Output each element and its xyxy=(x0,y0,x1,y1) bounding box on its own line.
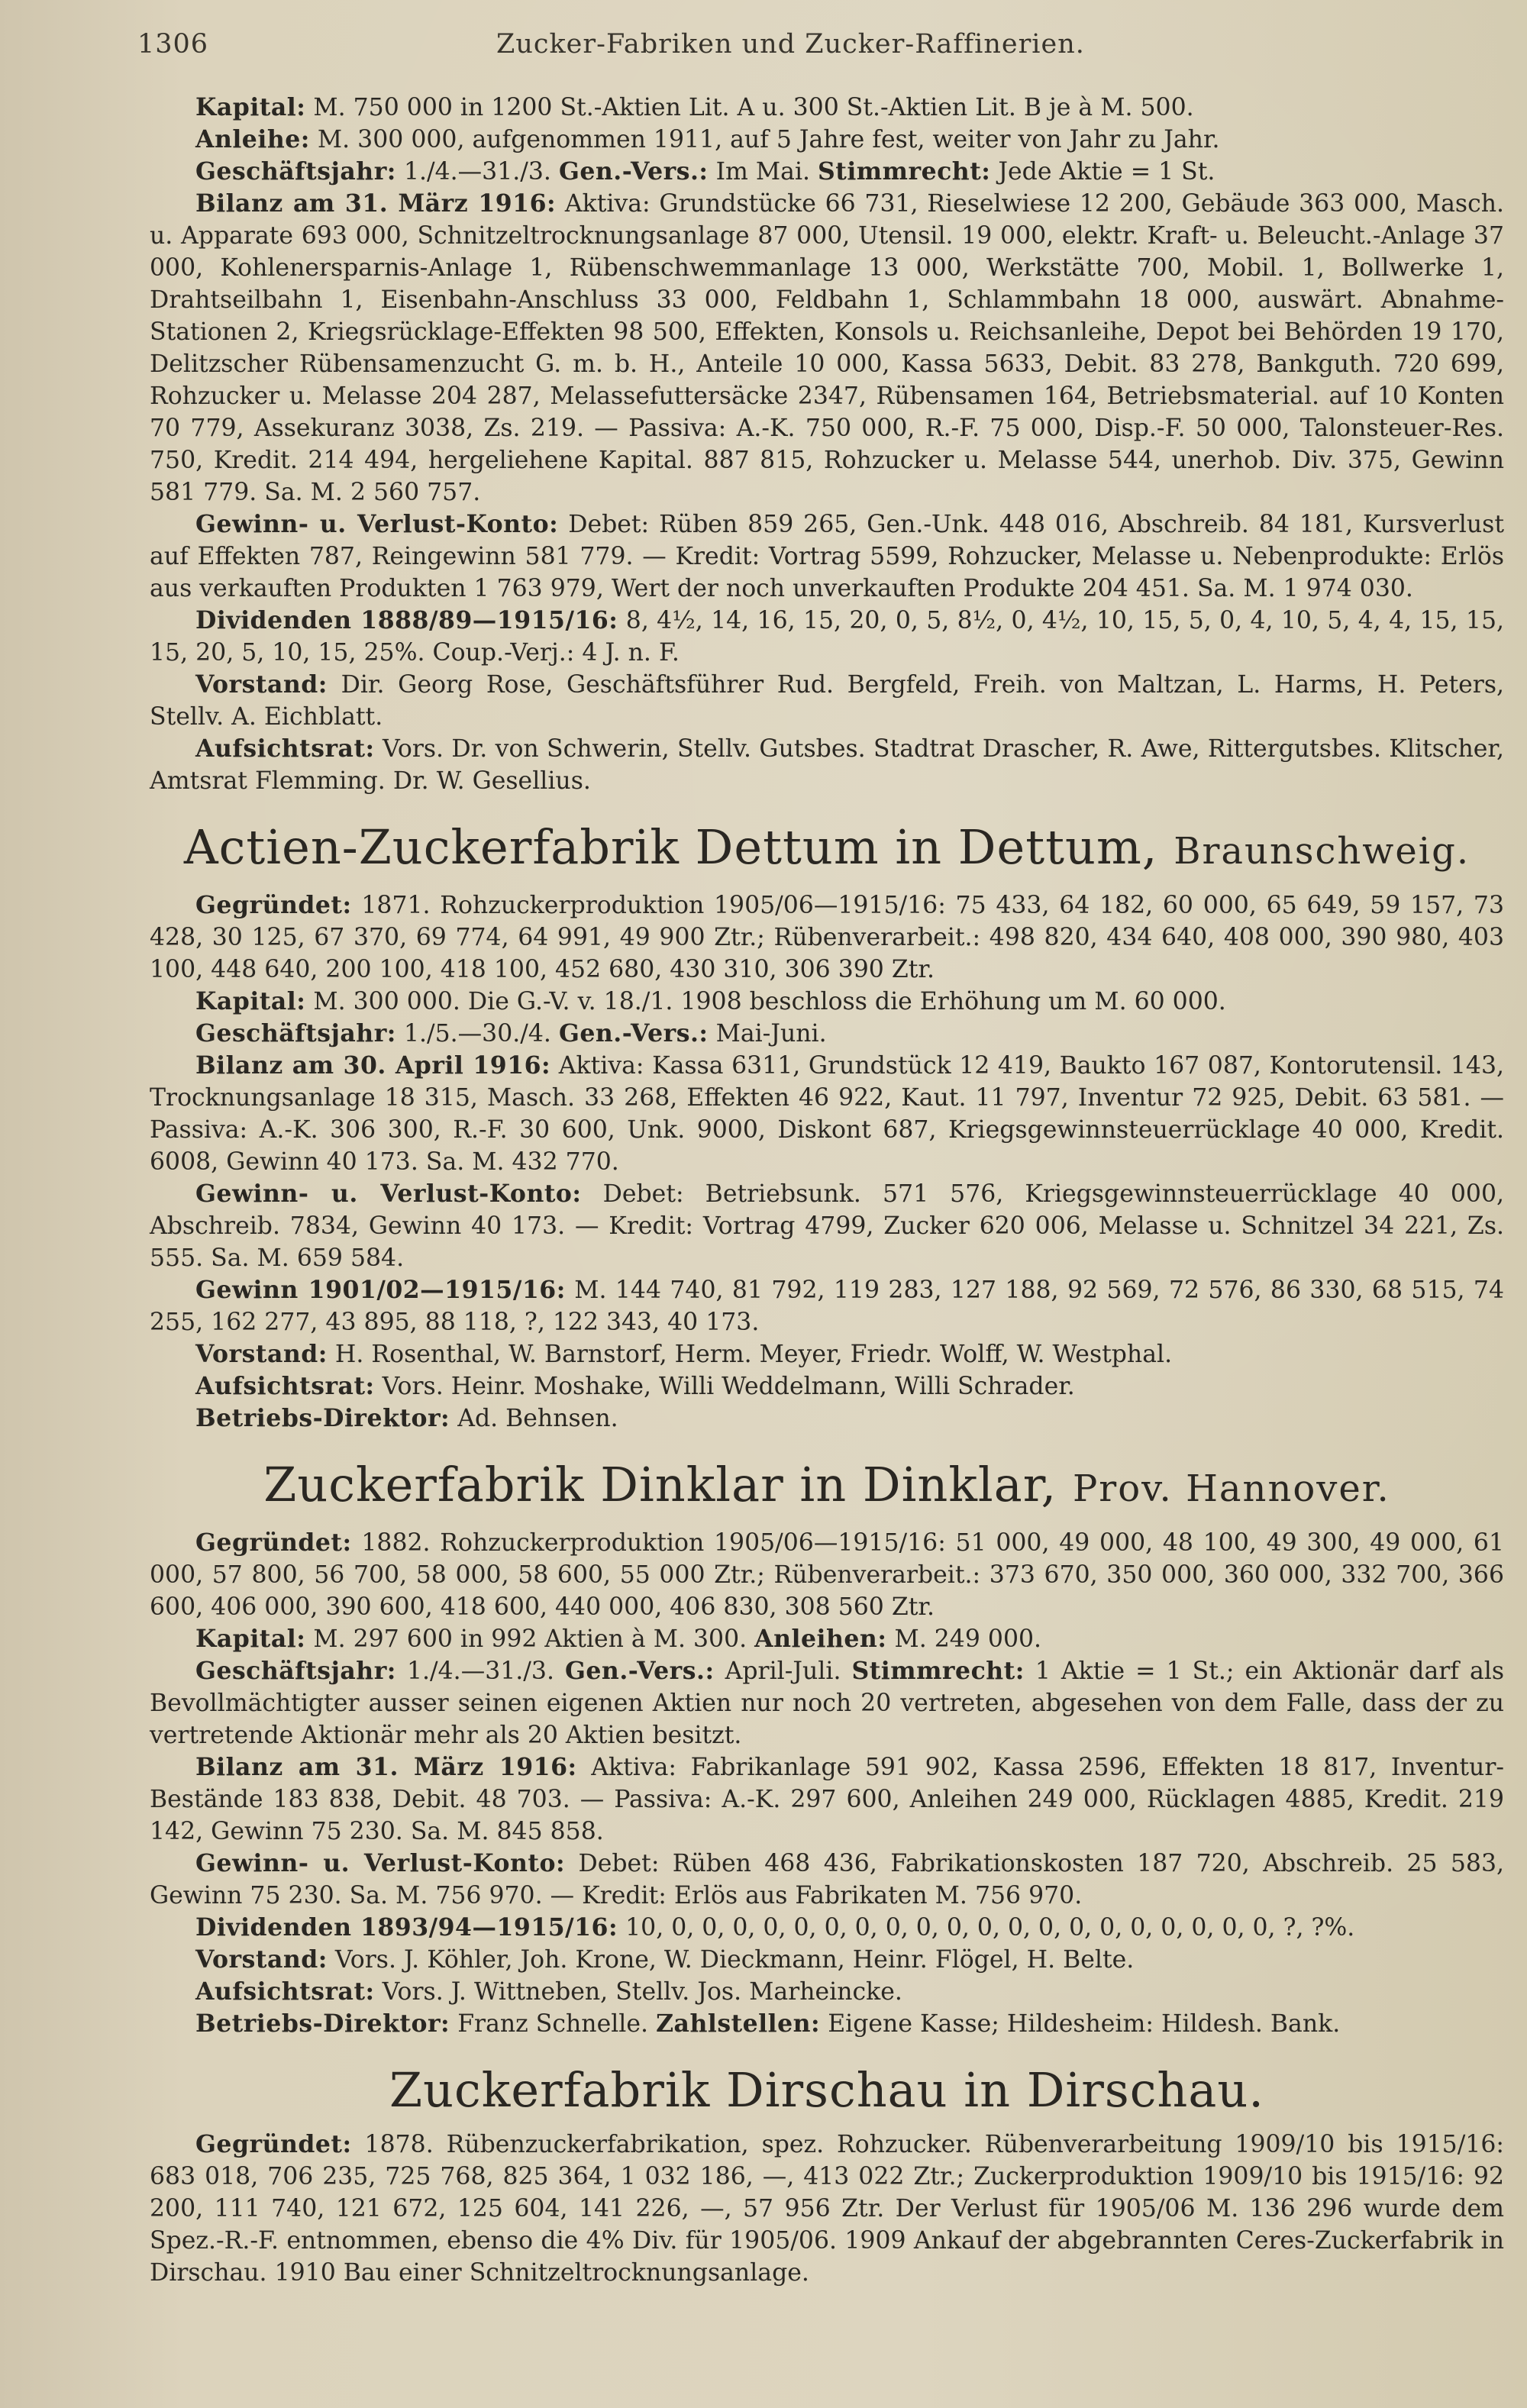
zahlstellen-text: Eigene Kasse; Hildesheim: Hildesh. Bank. xyxy=(828,2010,1341,2038)
geschaeftsjahr-text: 1./4.—31./3. xyxy=(403,158,551,186)
geschaeftsjahr-paragraph xyxy=(150,1655,1504,1751)
kapital-paragraph xyxy=(150,92,1504,124)
gegruendet-paragraph xyxy=(150,1527,1504,1623)
dinklar-title-text: Zuckerfabrik Dinklar in Dinklar, xyxy=(263,1457,1057,1512)
geschaeftsjahr-paragraph xyxy=(150,156,1504,188)
vorstand-paragraph xyxy=(150,1338,1504,1370)
bilanz-label: Bilanz am 31. März 1916: xyxy=(195,1753,577,1781)
stimmrecht-label: Stimmrecht: xyxy=(851,1657,1025,1685)
geschaeftsjahr-text: 1./5.—30./4. xyxy=(403,1020,551,1047)
stimmrecht-text: Jede Aktie = 1 St. xyxy=(998,158,1215,186)
aufsichtsrat-paragraph xyxy=(150,1370,1504,1403)
vorstand-text: Dir. Georg Rose, Geschäftsführer Rud. Bergfeld, Freih. von Maltzan, L. Harms, H. Peters, Stellv. A. Eichblatt. xyxy=(150,671,1505,731)
anleihe-text: M. 300 000, aufgenommen 1911, auf 5 Jahre fest, weiter von Jahr zu Jahr. xyxy=(317,126,1220,153)
running-title: Zucker-Fabriken und Zucker-Raffinerien. xyxy=(496,29,1085,60)
vorstand-label: Vorstand: xyxy=(195,1340,328,1368)
guv-label: Gewinn- u. Verlust-Konto: xyxy=(195,1180,582,1208)
aufsichtsrat-paragraph xyxy=(150,1976,1504,2008)
aufsichtsrat-label: Aufsichtsrat: xyxy=(195,1372,375,1400)
genvers-label: Gen.-Vers.: xyxy=(564,1657,715,1685)
dinklar-title xyxy=(150,1454,1504,1519)
aufsichtsrat-label: Aufsichtsrat: xyxy=(195,734,375,763)
kapital-label: Kapital: xyxy=(195,93,306,121)
geschaeftsjahr-label: Geschäftsjahr: xyxy=(195,1019,396,1047)
bilanz-paragraph xyxy=(150,188,1504,508)
betriebsdirektor-label: Betriebs-Direktor: xyxy=(195,2009,450,2038)
kapital-label: Kapital: xyxy=(195,1625,306,1653)
anleihe-paragraph xyxy=(150,124,1504,156)
dividenden-paragraph xyxy=(150,1912,1504,1944)
vorstand-text: H. Rosenthal, W. Barnstorf, Herm. Meyer, Friedr. Wolff, W. Westphal. xyxy=(334,1341,1173,1368)
vorstand-text: Vors. J. Köhler, Joh. Krone, W. Dieckmann, Heinr. Flögel, H. Belte. xyxy=(334,1946,1135,1974)
guv-text: Debet: Rüben 468 436, Fabrikationskosten 187 720, Abschreib. 25 583, Gewinn 75 230. Sa. M. 756 970. — Kredit: Erlös aus Fabrikaten M. 756 970. xyxy=(150,1850,1505,1909)
gegruendet-label: Gegründet: xyxy=(195,2130,352,2158)
gegruendet-label: Gegründet: xyxy=(195,1528,352,1557)
entry-dinklar xyxy=(150,1454,1504,2040)
page-header xyxy=(137,29,1504,60)
stimmrecht-label: Stimmrecht: xyxy=(818,157,991,186)
guv-text: Debet: Rüben 859 265, Gen.-Unk. 448 016, Abschreib. 84 181, Kursverlust auf Effekten 787, Reingewinn 581 779. — Kredit: Vortrag 5599, Rohzucker, Melasse u. Nebenprodukte: Erlös aus verkauften Produkten 1 763 979, Wert der noch unverkauften Produkte 204 451. Sa. M. 1 974 030. xyxy=(150,511,1504,602)
bilanz-paragraph xyxy=(150,1050,1504,1178)
dettum-title-text: Actien-Zuckerfabrik Dettum in Dettum, xyxy=(183,819,1158,875)
dettum-title xyxy=(150,817,1504,882)
betriebsdirektor-paragraph xyxy=(150,1403,1504,1435)
entry-dirschau xyxy=(150,2060,1504,2289)
vorstand-label: Vorstand: xyxy=(195,1945,328,1974)
vorstand-paragraph xyxy=(150,669,1504,733)
bilanz-label: Bilanz am 31. März 1916: xyxy=(195,189,557,218)
dettum-location: Braunschweig. xyxy=(1173,830,1471,873)
geschaeftsjahr-label: Geschäftsjahr: xyxy=(195,157,396,186)
geschaeftsjahr-paragraph xyxy=(150,1018,1504,1050)
bilanz-text: Aktiva: Kassa 6311, Grundstück 12 419, Baukto 167 087, Kontorutensil. 143, Trocknungsanlage 18 315, Masch. 33 268, Effekten 46 922, Kaut. 11 797, Inventur 72 925, Debit. 63 581. — Passiva: A.-K. 306 300, R.-F. 30 600, Unk. 9000, Diskont 687, Kriegsgewinnsteuerrücklage 40 000, Kredit. 6008, Gewinn 40 173. Sa. M. 432 770. xyxy=(150,1052,1505,1176)
betriebsdirektor-label: Betriebs-Direktor: xyxy=(195,1404,450,1432)
geschaeftsjahr-label: Geschäftsjahr: xyxy=(195,1657,396,1685)
geschaeftsjahr-text: 1./4.—31./3. xyxy=(406,1658,554,1685)
dividenden-label: Dividenden 1893/94—1915/16: xyxy=(195,1913,618,1942)
bilanz-paragraph xyxy=(150,1751,1504,1848)
gegruendet-text: 1871. Rohzuckerproduktion 1905/06—1915/16: 75 433, 64 182, 60 000, 65 649, 59 157, 73 428, 30 125, 67 370, 69 774, 64 991, 49 900 Ztr.; Rübenverarbeit.: 498 820, 434 640, 408 000, 390 980, 403 100, 448 640, 200 100, 418 100, 452 680, 430 310, 306 390 Ztr. xyxy=(150,892,1504,983)
vorstand-label: Vorstand: xyxy=(195,670,328,699)
kapital-text: M. 300 000. Die G.-V. v. 18./1. 1908 beschloss die Erhöhung um M. 60 000. xyxy=(313,988,1226,1015)
bilanz-label: Bilanz am 30. April 1916: xyxy=(195,1051,551,1080)
aufsichtsrat-text: Vors. Dr. von Schwerin, Stellv. Gutsbes. Stadtrat Drascher, R. Awe, Rittergutsbes. Klitscher, Amtsrat Flemming. Dr. W. Gesellius. xyxy=(150,735,1504,795)
guv-paragraph xyxy=(150,1178,1504,1274)
dividenden-label: Dividenden 1888/89—1915/16: xyxy=(195,606,618,634)
stimmrecht-text: 1 Aktie = 1 St.; ein Aktionär darf als Bevollmächtigter ausser seinen eigenen Aktien nur noch 20 vertreten, abgesehen von dem Falle, dass der zu vertretende Aktionär mehr als 20 Aktien besitzt. xyxy=(150,1658,1504,1749)
guv-label: Gewinn- u. Verlust-Konto: xyxy=(195,1849,566,1877)
dinklar-location: Prov. Hannover. xyxy=(1072,1467,1390,1510)
bilanz-text: Aktiva: Grundstücke 66 731, Rieselwiese 12 200, Gebäude 363 000, Masch. u. Apparate 693 000, Schnitzeltrocknungsanlage 87 000, Utensil. 19 000, elektr. Kraft- u. Beleucht.-Anlage 37 000, Kohlenersparnis-Anlage 1, Rübenschwemmanlage 13 000, Werkstätte 700, Mobil. 1, Bollwerke 1, Drahtseilbahn 1, Eisenbahn-Anschluss 33 000, Feldbahn 1, Schlammbahn 18 000, auswärt. Abnahme-Stationen 2, Kriegsrücklage-Effekten 98 500, Effekten, Konsols u. Reichsanleihe, Depot bei Behörden 19 170, Delitzscher Rübensamenzucht G. m. b. H., Anteile 10 000, Kassa 5633, Debit. 83 278, Bankguth. 720 699, Rohzucker u. Melasse 204 287, Melassefuttersäcke 2347, Rübensamen 164, Betriebsmaterial. auf 10 Konten 70 779, Assekuranz 3038, Zs. 219. — Passiva: A.-K. 750 000, R.-F. 75 000, Disp.-F. 50 000, Talonsteuer-Res. 750, Kredit. 214 494, hergeliehene Kapital. 887 815, Rohzucker u. Melasse 544, unerhob. Div. 375, Gewinn 581 779. Sa. M. 2 560 757. xyxy=(150,190,1505,506)
guv-paragraph xyxy=(150,508,1504,605)
aufsichtsrat-text: Vors. J. Wittneben, Stellv. Jos. Marheincke. xyxy=(382,1978,902,2006)
kapital-label: Kapital: xyxy=(195,987,306,1015)
gewinn-text: M. 144 740, 81 792, 119 283, 127 188, 92 569, 72 576, 86 330, 68 515, 74 255, 162 277, 43 895, 88 118, ?, 122 343, 40 173. xyxy=(150,1277,1504,1336)
bilanz-text: Aktiva: Fabrikanlage 591 902, Kassa 2596, Effekten 18 817, Inventur-Bestände 183 838, Debit. 48 703. — Passiva: A.-K. 297 600, Anleihen 249 000, Rücklagen 4885, Kredit. 219 142, Gewinn 75 230. Sa. M. 845 858. xyxy=(150,1754,1505,1845)
kapital-paragraph xyxy=(150,1623,1504,1655)
gegruendet-label: Gegründet: xyxy=(195,891,352,919)
guv-label: Gewinn- u. Verlust-Konto: xyxy=(195,510,559,538)
aufsichtsrat-label: Aufsichtsrat: xyxy=(195,1977,375,2006)
aufsichtsrat-text: Vors. Heinr. Moshake, Willi Weddelmann, Willi Schrader. xyxy=(382,1373,1075,1400)
gewinn-label: Gewinn 1901/02—1915/16: xyxy=(195,1276,566,1304)
zahlstellen-label: Zahlstellen: xyxy=(656,2009,821,2038)
anleihen-label: Anleihen: xyxy=(754,1625,887,1653)
betriebsdirektor-text: Ad. Behnsen. xyxy=(457,1405,618,1432)
guv-paragraph xyxy=(150,1848,1504,1912)
anleihen-text: M. 249 000. xyxy=(894,1625,1042,1653)
betriebsdirektor-text: Franz Schnelle. xyxy=(457,2010,649,2038)
guv-text: Debet: Betriebsunk. 571 576, Kriegsgewinnsteuerrücklage 40 000, Abschreib. 7834, Gewinn 40 173. — Kredit: Vortrag 4799, Zucker 620 006, Melasse u. Schnitzel 34 221, Zs. 555. Sa. M. 659 584. xyxy=(150,1180,1505,1272)
entry-dettum xyxy=(150,817,1504,1435)
genvers-label: Gen.-Vers.: xyxy=(558,157,709,186)
page-number: 1306 xyxy=(137,29,209,60)
genvers-text: April-Juli. xyxy=(725,1658,841,1685)
genvers-text: Mai-Juni. xyxy=(715,1020,827,1047)
entry-previous-company xyxy=(150,92,1504,797)
aufsichtsrat-paragraph xyxy=(150,733,1504,797)
betriebsdirektor-paragraph xyxy=(150,2008,1504,2040)
vorstand-paragraph xyxy=(150,1944,1504,1976)
dividenden-text: 10, 0, 0, 0, 0, 0, 0, 0, 0, 0, 0, 0, 0, 0, 0, 0, 0, 0, 0, 0, 0, ?, ?%. xyxy=(625,1914,1355,1942)
dividenden-paragraph xyxy=(150,605,1504,669)
gegruendet-paragraph xyxy=(150,889,1504,986)
genvers-label: Gen.-Vers.: xyxy=(558,1019,709,1047)
kapital-text: M. 297 600 in 992 Aktien à M. 300. xyxy=(313,1625,747,1653)
dirschau-title xyxy=(150,2060,1504,2121)
gegruendet-paragraph xyxy=(150,2129,1504,2289)
dividenden-text: 8, 4½, 14, 16, 15, 20, 0, 5, 8½, 0, 4½, 10, 15, 5, 0, 4, 10, 5, 4, 4, 15, 15, 15, 20, 5, 10, 15, 25%. Coup.-Verj.: 4 J. n. F. xyxy=(150,607,1505,667)
anleihe-label: Anleihe: xyxy=(195,125,310,153)
genvers-text: Im Mai. xyxy=(715,158,811,186)
gegruendet-text: 1878. Rübenzuckerfabrikation, spez. Rohzucker. Rübenverarbeitung 1909/10 bis 1915/16: 683 018, 706 235, 725 768, 825 364, 1 032 186, —, 413 022 Ztr.; Zuckerproduktion 1909/10 bis 1915/16: 92 200, 111 740, 121 672, 125 604, 141 226, —, 57 956 Ztr. Der Verlust für 1905/06 M. 136 296 wurde dem Spez.-R.-F. entnommen, ebenso die 4% Div. für 1905/06. 1909 Ankauf der abgebrannten Ceres-Zuckerfabrik in Dirschau. 1910 Bau einer Schnitzeltrocknungsanlage. xyxy=(150,2131,1505,2287)
dirschau-title-text: Zuckerfabrik Dirschau in Dirschau. xyxy=(389,2062,1264,2118)
kapital-paragraph xyxy=(150,986,1504,1018)
gegruendet-text: 1882. Rohzuckerproduktion 1905/06—1915/16: 51 000, 49 000, 48 100, 49 300, 49 000, 61 000, 57 800, 56 700, 58 000, 58 600, 55 000 Ztr.; Rübenverarbeit.: 373 670, 350 000, 360 000, 332 700, 366 600, 406 000, 390 600, 418 600, 440 000, 406 830, 308 560 Ztr. xyxy=(150,1529,1504,1621)
gewinn-paragraph xyxy=(150,1274,1504,1338)
kapital-text: M. 750 000 in 1200 St.-Aktien Lit. A u. 300 St.-Aktien Lit. B je à M. 500. xyxy=(313,94,1194,121)
